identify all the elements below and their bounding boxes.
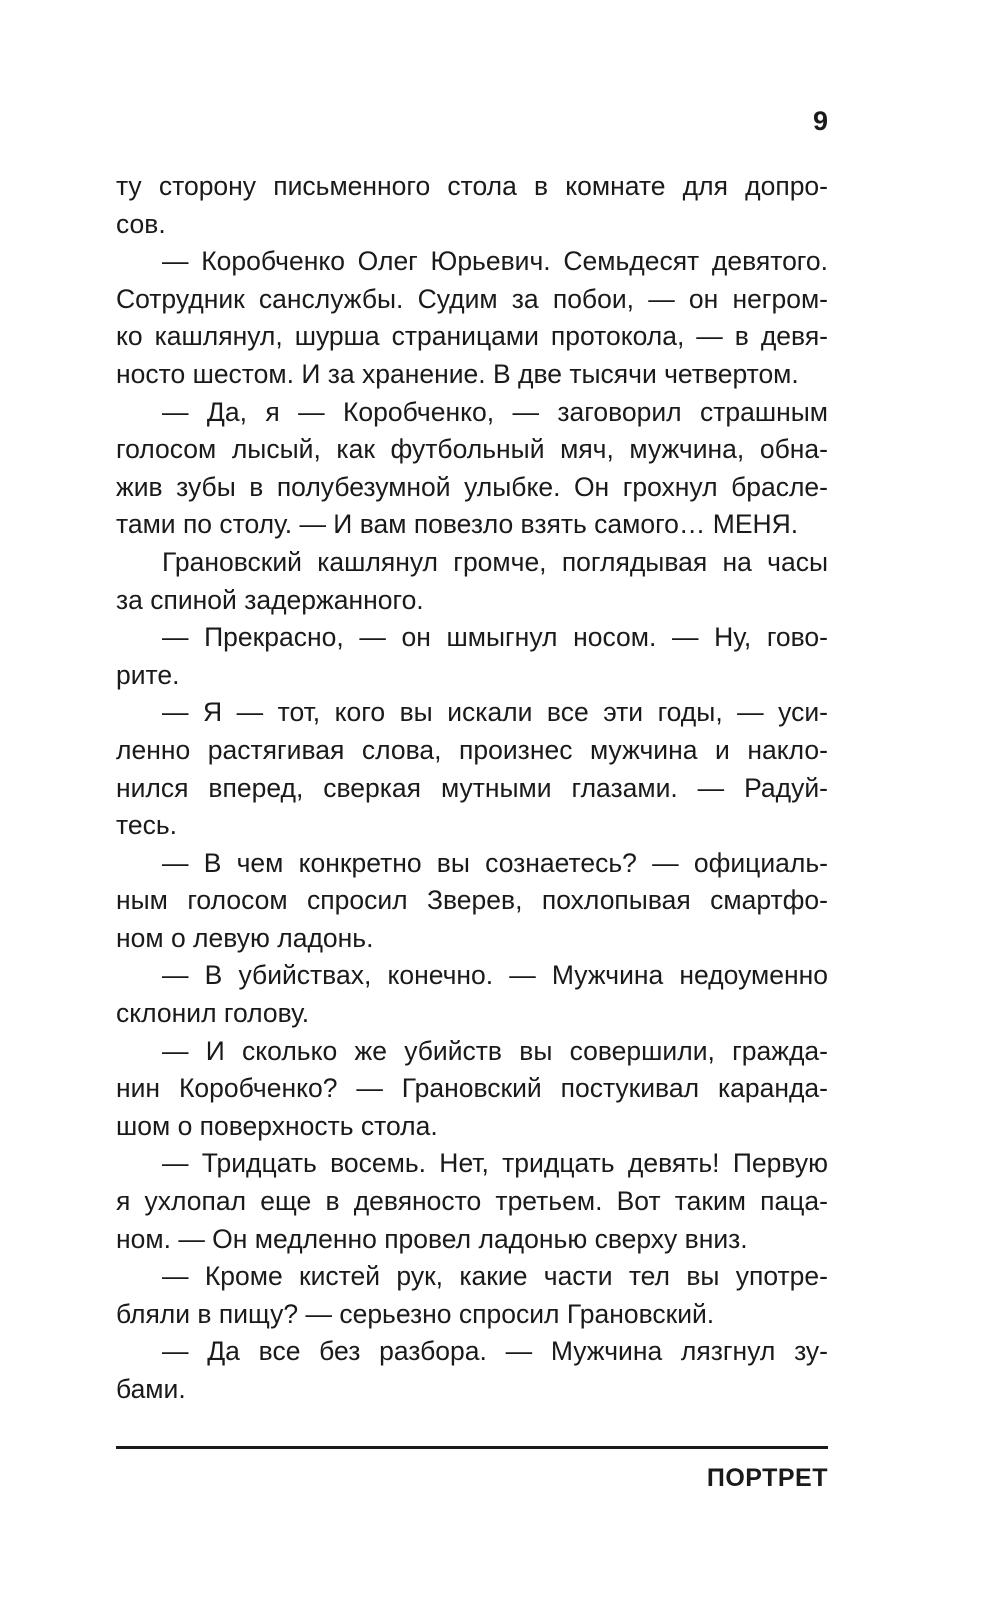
text-line: носто шестом. И за хранение. В две тысячи четвертом. [116, 358, 799, 389]
text-line: ко кашлянул, шурша страницами протокола, — в девя- [116, 321, 828, 352]
footer-divider [116, 1446, 828, 1449]
page-number: 9 [812, 106, 828, 136]
text-line: Грановский кашлянул громче, поглядывая на часы [162, 546, 828, 577]
text-line: рите. [116, 659, 180, 690]
text-line: — Кроме кистей рук, какие части тел вы употре- [162, 1261, 828, 1292]
text-line: ным голосом спросил Зверев, похлопывая смартфо- [116, 885, 828, 916]
text-line: голосом лысый, как футбольный мяч, мужчина, обна- [116, 434, 828, 465]
text-line: Сотрудник санслужбы. Судим за побои, — он негром- [116, 283, 828, 314]
text-line: бляли в пищу? — серьезно спросил Грановский. [116, 1298, 715, 1329]
text-line: — Коробченко Олег Юрьевич. Семьдесят девятого. [162, 246, 828, 277]
text-line: сов. [116, 208, 166, 239]
text-line: шом о поверхность стола. [116, 1110, 438, 1141]
text-line: склонил голову. [116, 998, 310, 1029]
text-line: — В чем конкретно вы сознаетесь? — официаль- [162, 847, 828, 878]
body-text [116, 168, 828, 1409]
text-line: — Да все без разбора. — Мужчина лязгнул зу- [162, 1336, 828, 1367]
text-line: — В убийствах, конечно. — Мужчина недоуменно [162, 960, 828, 991]
text-line: нин Коробченко? — Грановский постукивал каранда- [116, 1073, 828, 1104]
text-line: тами по столу. — И вам повезло взять самого… МЕНЯ. [116, 509, 799, 540]
text-line: за спиной задержанного. [116, 584, 424, 615]
text-line: жив зубы в полубезумной улыбке. Он грохнул брасле- [116, 471, 828, 502]
text-line: нился вперед, сверкая мутными глазами. — Радуй- [116, 772, 828, 803]
text-line: — Да, я — Коробченко, — заговорил страшным [162, 396, 828, 427]
text-line: ном. — Он медленно провел ладонью сверху вниз. [116, 1223, 748, 1254]
text-line: — Прекрасно, — он шмыгнул носом. — Ну, гово- [162, 622, 828, 653]
text-line: ном о левую ладонь. [116, 922, 374, 953]
text-line: ту сторону письменного стола в комнате для допро- [116, 171, 828, 201]
text-line: — И сколько же убийств вы совершили, гражда- [162, 1035, 828, 1066]
text-line: ленно растягивая слова, произнес мужчина и накло- [116, 734, 828, 765]
text-line: я ухлопал еще в девяносто третьем. Вот таким паца- [116, 1186, 828, 1217]
text-line: — Тридцать восемь. Нет, тридцать девять! Первую [162, 1148, 828, 1179]
text-line: бами. [116, 1374, 186, 1404]
text-line: — Я — тот, кого вы искали все эти годы, — уси- [162, 697, 828, 728]
text-line: тесь. [116, 810, 177, 841]
running-footer-title: ПОРТРЕТ [706, 1464, 828, 1492]
